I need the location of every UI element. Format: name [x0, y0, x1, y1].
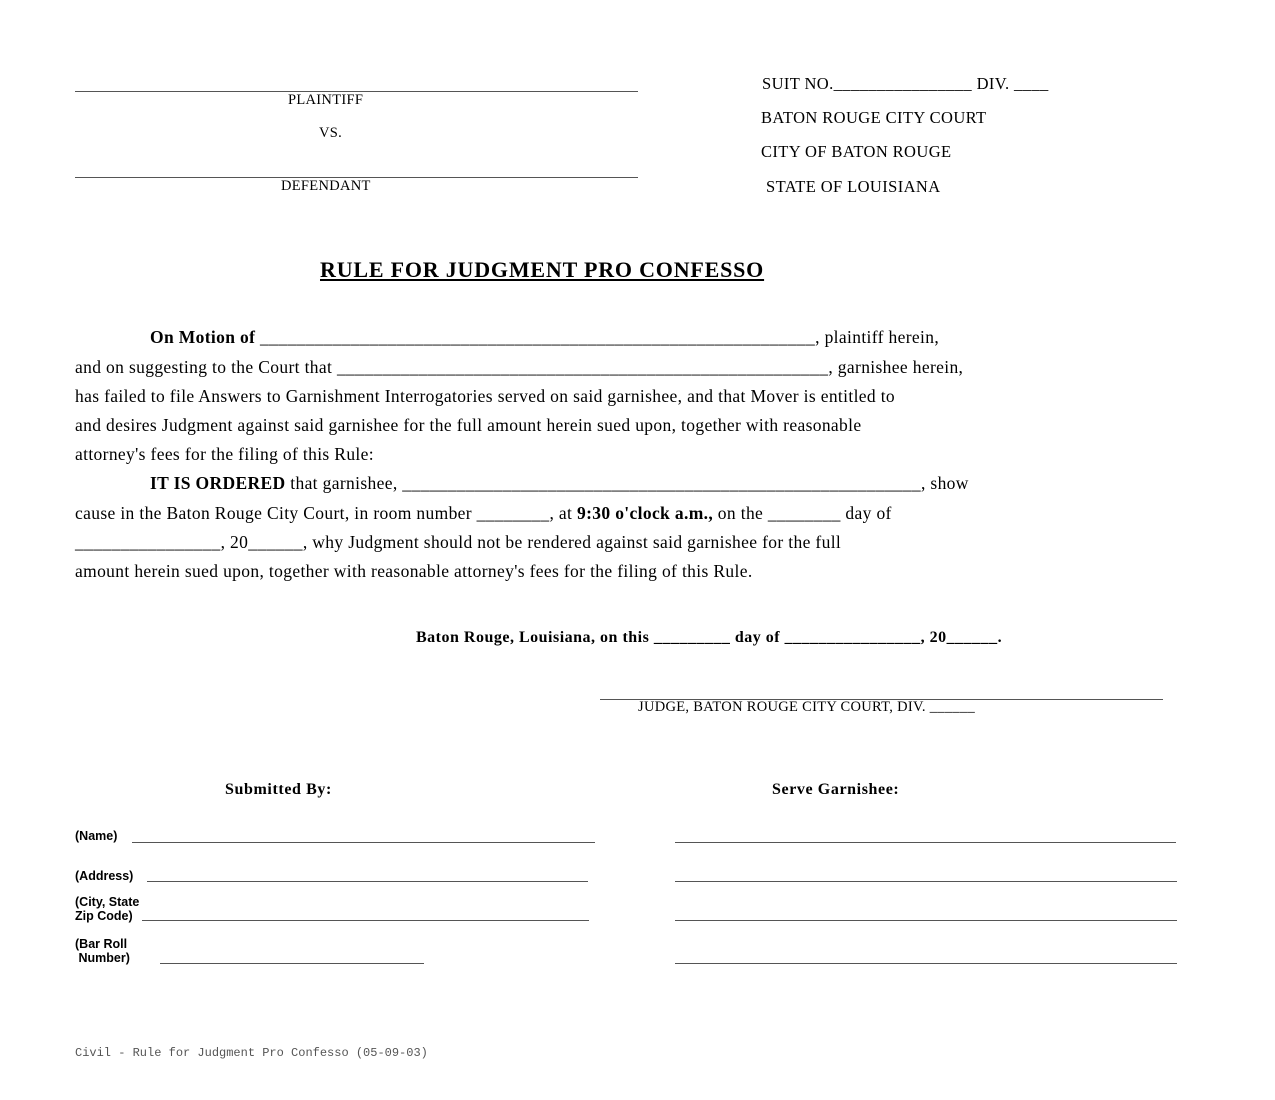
order-line-3[interactable]: ________________, 20______, why Judgment should not be rendered against said garnishee for the full	[75, 532, 842, 552]
motion-lead: On Motion of	[150, 327, 256, 347]
plaintiff-label: PLAINTIFF	[288, 92, 364, 108]
name-label: (Name)	[75, 829, 118, 843]
hearing-time: 9:30 o'clock a.m.,	[577, 503, 714, 523]
order-line-2[interactable]	[75, 503, 892, 524]
order-line-2-b: on the ________ day of	[713, 503, 892, 523]
defendant-label: DEFENDANT	[281, 178, 371, 194]
bar-roll-label-2: Number)	[75, 951, 130, 965]
serve-garnishee-heading: Serve Garnishee:	[772, 781, 900, 798]
bar-roll-field[interactable]	[160, 963, 424, 964]
bar-roll-label	[75, 937, 130, 965]
order-line-4: amount herein sued upon, together with reasonable attorney's fees for the filing of this Rule.	[75, 561, 753, 581]
order-line-1[interactable]	[150, 473, 969, 494]
garnishee-line-2[interactable]	[675, 881, 1177, 882]
suit-number-line[interactable]: SUIT NO.________________ DIV. ____	[762, 74, 1049, 93]
court-name: BATON ROUGE CITY COURT	[761, 108, 987, 127]
order-lead: IT IS ORDERED	[150, 473, 286, 493]
date-line[interactable]: Baton Rouge, Louisiana, on this _________ day of ________________, 20______.	[416, 629, 1003, 646]
order-line-1-text: that garnishee, _________________________________________________________, show	[285, 473, 969, 493]
city-state-label	[75, 895, 139, 923]
document-title: RULE FOR JUDGMENT PRO CONFESSO	[320, 257, 765, 282]
city-state-label-2: Zip Code)	[75, 909, 133, 923]
motion-line-2[interactable]: and on suggesting to the Court that ______________________________________________________, garnishee herein,	[75, 357, 964, 377]
submitted-by-heading: Submitted By:	[225, 781, 332, 798]
versus-label: VS.	[319, 125, 343, 141]
name-field[interactable]	[132, 842, 595, 843]
city-state-label-1: (City, State	[75, 895, 140, 909]
address-label: (Address)	[75, 869, 134, 883]
judge-label[interactable]: JUDGE, BATON ROUGE CITY COURT, DIV. ______	[638, 699, 976, 715]
order-line-2-a: cause in the Baton Rouge City Court, in room number ________, at	[75, 503, 577, 523]
garnishee-line-3[interactable]	[675, 920, 1177, 921]
motion-line-5: attorney's fees for the filing of this Rule:	[75, 444, 374, 464]
motion-line-1[interactable]	[150, 327, 939, 348]
bar-roll-label-1: (Bar Roll	[75, 937, 128, 951]
motion-line-4: and desires Judgment against said garnishee for the full amount herein sued upon, together with reasonable	[75, 415, 862, 435]
state-name: STATE OF LOUISIANA	[766, 177, 941, 196]
city-name: CITY OF BATON ROUGE	[761, 142, 952, 161]
motion-line-3: has failed to file Answers to Garnishment Interrogatories served on said garnishee, and that Mover is entitled to	[75, 386, 896, 406]
address-field[interactable]	[147, 881, 588, 882]
motion-line-1-text: _____________________________________________________________, plaintiff herein,	[255, 327, 940, 347]
form-footer: Civil - Rule for Judgment Pro Confesso (05-09-03)	[75, 1046, 428, 1060]
city-state-zip-field[interactable]	[142, 920, 589, 921]
garnishee-line-1[interactable]	[675, 842, 1176, 843]
garnishee-line-4[interactable]	[675, 963, 1177, 964]
